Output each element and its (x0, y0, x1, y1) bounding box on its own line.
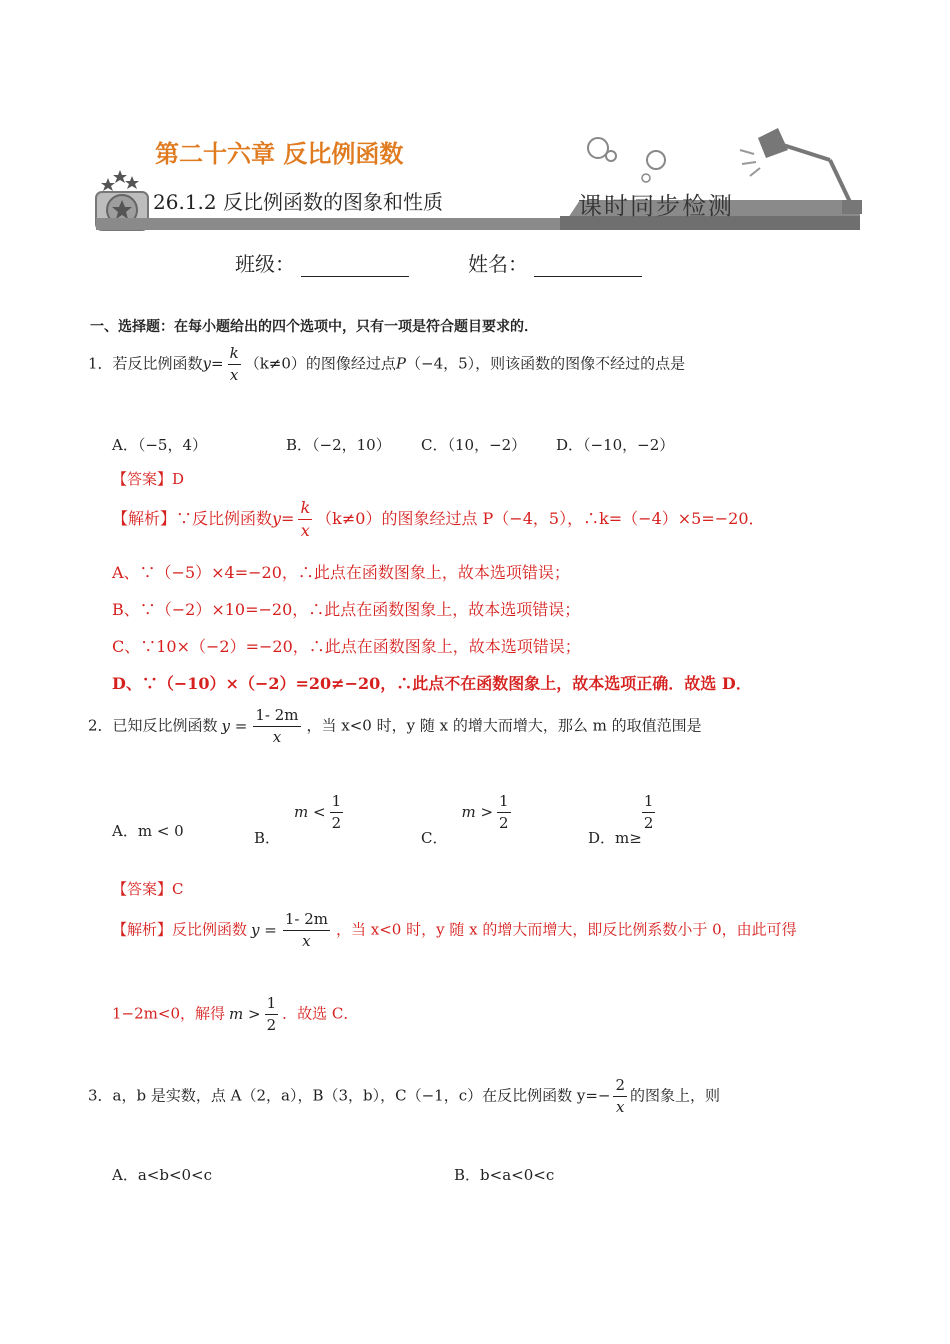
q1-analysis-line-a: A、∵（−5）×4=−20，∴此点在函数图象上，故本选项错误； (112, 563, 570, 582)
q2-answer: 【答案】C (112, 880, 184, 898)
chapter-title: 第二十六章 反比例函数 (155, 140, 404, 168)
q2-analysis-line-2: 1−2m<0，解得 m > $\frac{1}{2}$ ．故选 C． (112, 994, 359, 1034)
question-1: 1．若反比例函数y= $\frac{k}{x}$ （k≠0）的图像经过点P（−4，5），则该函数的图像不经过的点是 (88, 344, 686, 384)
q2-option-d[interactable]: D．m≥ $\frac{1}{2}$ (588, 792, 654, 847)
question-3: 3．a，b 是实数，点 A（2，a），B（3，b），C（−1，c）在反比例函数 y=− $\frac{2}{x}$ 的图象上，则 (88, 1076, 721, 1116)
q2-option-b[interactable]: B．m < $\frac{1}{2}$ (254, 792, 342, 847)
name-field[interactable] (468, 248, 642, 277)
q1-option-d[interactable]: D．（−10，−2） (556, 436, 675, 454)
q1-analysis-line-d: D、∵（−10）×（−2）=20≠−20，∴此点不在函数图象上，故本选项正确．故选 D． (112, 674, 752, 693)
bubble-icon (588, 138, 608, 158)
q2-option-c[interactable]: C．m > $\frac{1}{2}$ (421, 792, 509, 847)
question-2: 2．已知反比例函数 y = $\frac{1- 2m}{x}$ ，当 x<0 时，y 随 x 的增大而增大，那么 m 的取值范围是 (88, 706, 702, 746)
q3-option-b[interactable]: B．b<a<0<c (454, 1166, 555, 1184)
class-label: 班级： (235, 252, 295, 276)
class-blank[interactable] (301, 260, 409, 277)
q3-option-a[interactable]: A．a<b<0<c (112, 1166, 213, 1184)
section-heading: 一、选择题：在每小题给出的四个选项中，只有一项是符合题目要求的． (90, 319, 538, 335)
name-label: 姓名： (468, 252, 528, 276)
q1-option-b[interactable]: B．（−2，10） (286, 436, 391, 454)
q1-analysis-line-b: B、∵（−2）×10=−20，∴此点在函数图象上，故本选项错误； (112, 600, 581, 619)
section-title: 26.1.2 反比例函数的图象和性质 (153, 190, 443, 214)
q1-option-a[interactable]: A．（−5，4） (112, 436, 207, 454)
q1-analysis-line-c: C、∵10×（−2）=−20，∴此点在函数图象上，故本选项错误； (112, 637, 581, 656)
q2-option-a[interactable]: A．m < 0 (112, 822, 184, 840)
q1-option-c[interactable]: C．（10，−2） (421, 436, 527, 454)
name-blank[interactable] (534, 260, 642, 277)
q2-analysis: 【解析】反比例函数 y = $\frac{1- 2m}{x}$ ，当 x<0 时，y 随 x 的增大而增大，即反比例系数小于 0，由此可得 (112, 910, 797, 950)
banner-label: 课时同步检测 (578, 192, 734, 220)
q1-answer: 【答案】D (112, 470, 185, 488)
class-field[interactable] (235, 248, 409, 277)
q1-analysis: 【解析】∵反比例函数y= $\frac{k}{x}$ （k≠0）的图象经过点 P（−4，5），∴k=（−4）×5=−20． (112, 498, 765, 540)
